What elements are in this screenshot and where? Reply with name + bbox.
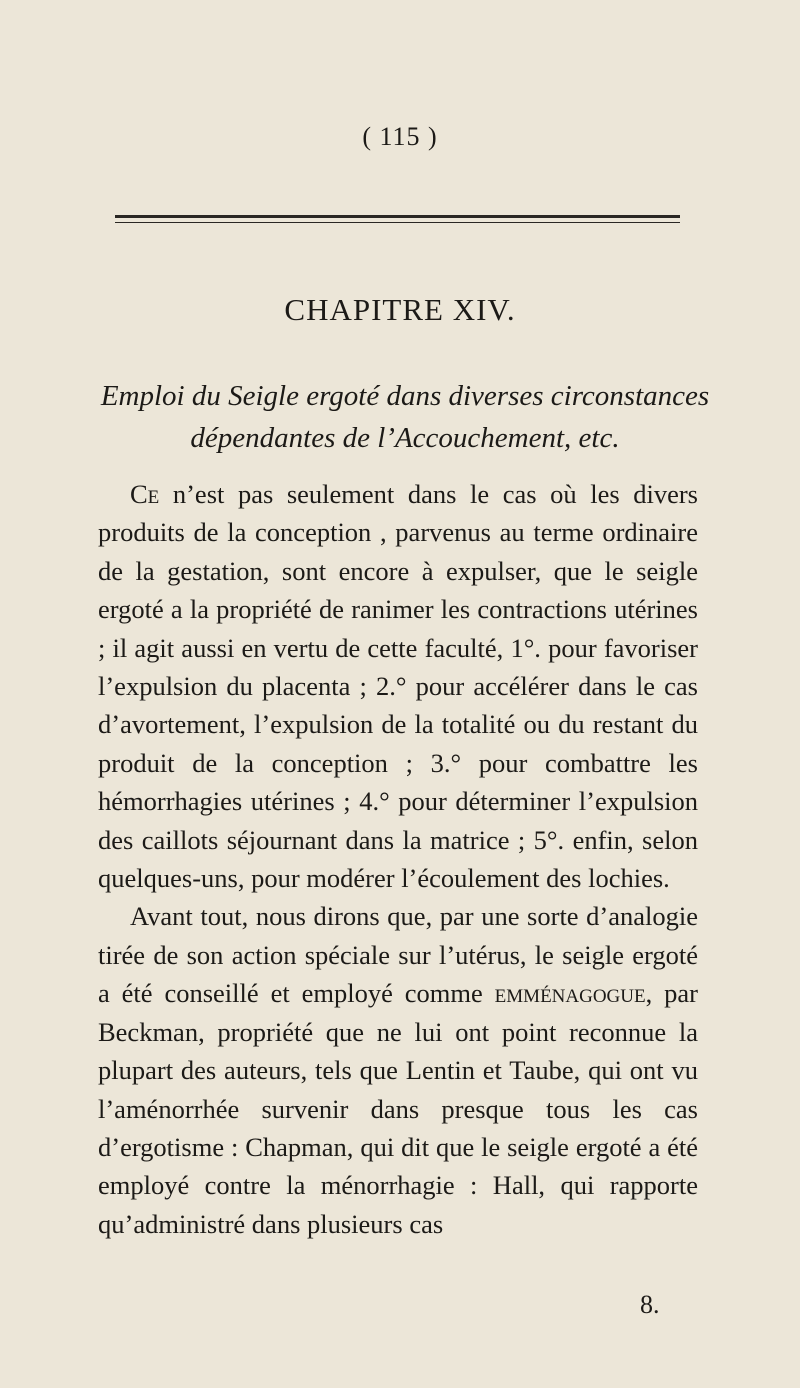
paragraph-2-after: , par Beckman, propriété que ne lui ont point reconnue la plupart des auteurs, tels que Lentin et Taube, qui ont vu l’aménorrhée survenir dans presque tous les cas d’ergotisme : Chapman, qui dit que le seigle ergoté a été employé contre la ménorrhagie : Hall, qui rapporte qu’administré dans plusieurs cas bbox=[98, 978, 698, 1239]
paragraph-2-smallcaps: emménagogue bbox=[494, 978, 646, 1009]
paragraph-2 bbox=[98, 897, 698, 1243]
paragraph-2-before: Avant tout, nous dirons que, par une sorte d’analogie tirée de son action spéciale sur l’utérus, le seigle ergoté a été conseillé et employé comme bbox=[98, 901, 698, 1009]
header-rule-thick bbox=[115, 215, 680, 218]
catchword: 8. bbox=[640, 1290, 660, 1319]
chapter-title: CHAPITRE XIV. bbox=[284, 292, 516, 327]
paragraph-1-text: n’est pas seulement dans le cas où les divers produits de la conception , parvenus au terme ordinaire de la gestation, sont encore à expulser, que le seigle ergoté a la propriété de ranimer les contractions utérines ; il agit aussi en vertu de cette faculté, 1°. pour favoriser l’expulsion du placenta ; 2.° pour accélérer dans le cas d’avortement, l’expulsion de la totalité ou du restant du produit de la conception ; 3.° pour combattre les hémorrhagies utérines ; 4.° pour déterminer l’expulsion des caillots séjournant dans la matrice ; 5°. enfin, selon quelques-uns, pour modérer l’écoulement des lochies. bbox=[98, 479, 698, 894]
body-text bbox=[98, 475, 698, 1243]
header-rule-thin bbox=[115, 222, 680, 223]
paragraph-1 bbox=[98, 475, 698, 897]
paragraph-1-initial: Ce bbox=[130, 479, 160, 509]
page-number: ( 115 ) bbox=[362, 122, 438, 151]
chapter-subtitle: Emploi du Seigle ergoté dans diverses circonstances dépendantes de l’Accouchement, etc. bbox=[100, 380, 710, 454]
